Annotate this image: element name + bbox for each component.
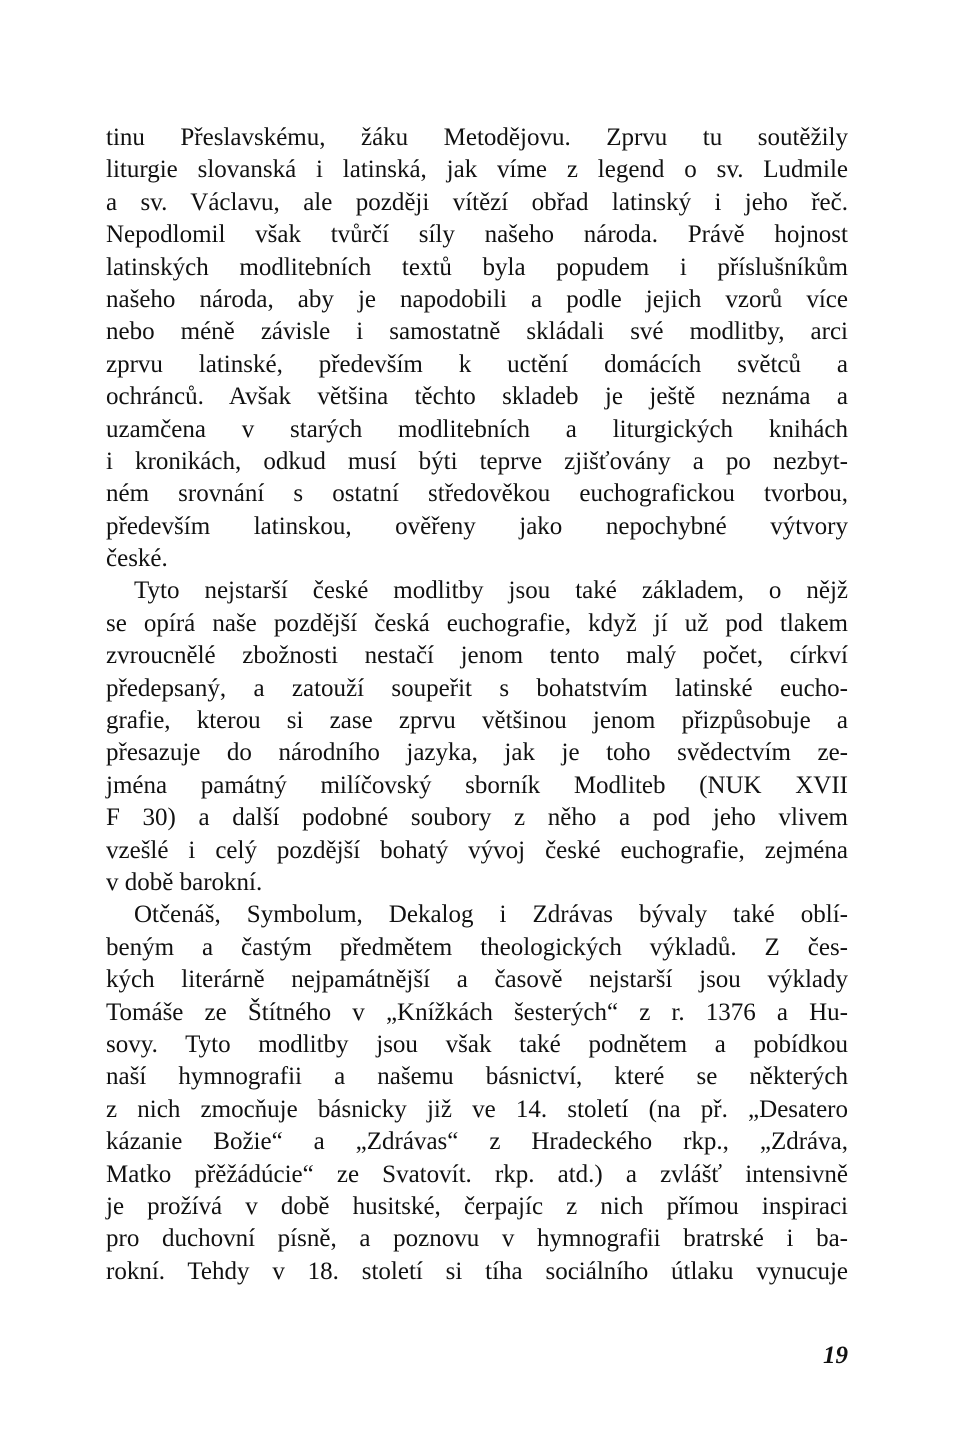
text-line: F 30) a další podobné soubory z něho a pod jeho vlivem [106, 804, 848, 832]
text-line: v době barokní. [106, 868, 263, 896]
body-text [106, 122, 848, 1288]
text-line: sovy. Tyto modlitby jsou však také podnětem a pobídkou [106, 1030, 848, 1058]
text-line: i kronikách, odkud musí býti teprve zjišťovány a po nezbyt- [106, 447, 848, 475]
text-line: Nepodlomil však tvůrčí síly našeho národa. Právě hojnost [106, 221, 848, 249]
text-line: kázanie Božie“ a „Zdrávas“ z Hradeckého rkp., „Zdráva, [106, 1128, 848, 1156]
text-line: Tomáše ze Štítného v „Knížkách šesterých“ z r. 1376 a Hu- [106, 998, 848, 1026]
text-line: latinských modlitebních textů byla popudem i příslušníkům [106, 253, 848, 281]
text-line: kých literárně nejpamátnější a časově nejstarší jsou výklady [106, 966, 848, 994]
text-line: grafie, kterou si zase zprvu většinou jenom přizpůsobuje a [106, 707, 848, 735]
text-line: zvroucnělé zbožnosti nestačí jenom tento malý počet, církví [106, 642, 848, 670]
page-number: 19 [823, 1342, 848, 1369]
text-line: ném srovnání s ostatní středověkou euchografickou tvorbou, [106, 480, 848, 508]
text-line: české. [106, 545, 168, 573]
text-line: uzamčena v starých modlitebních a liturgických knihách [106, 415, 848, 443]
text-line: se opírá naše pozdější česká euchografie, když jí už pod tlakem [106, 609, 848, 637]
text-line: vzešlé i celý pozdější bohatý vývoj české euchografie, zejména [106, 836, 848, 864]
text-line: tinu Přeslavskému, žáku Metodějovu. Zprvu tu soutěžily [106, 124, 848, 151]
text-line: našeho národa, aby je napodobili a podle jejich vzorů více [106, 285, 848, 313]
text-line: Matko přěžádúcie“ ze Svatovít. rkp. atd.) a zvlášť intensivně [106, 1160, 848, 1188]
text-line: naší hymnografii a našemu básnictví, které se některých [106, 1063, 848, 1091]
text-line: přesazuje do národního jazyka, jak je toho svědectvím ze- [106, 739, 848, 767]
text-line: je prožívá v době husitské, čerpajíc z nich přímou inspiraci [106, 1192, 848, 1220]
text-line: jména památný milíčovský sborník Modliteb (NUK XVII [106, 771, 848, 799]
text-line: Tyto nejstarší české modlitby jsou také základem, o nějž [134, 577, 848, 605]
text-line: a sv. Václavu, ale později vítězí obřad latinský i jeho řeč. [106, 188, 848, 216]
text-line: zprvu latinské, především k uctění domácích světců a [106, 350, 848, 378]
text-line: pro duchovní písně, a poznovu v hymnografii bratrské i ba- [106, 1225, 848, 1253]
text-line: nebo méně závisle i samostatně skládali své modlitby, arci [106, 318, 848, 346]
text-line: z nich zmocňuje básnicky již ve 14. století (na př. „Desatero [106, 1095, 848, 1123]
text-line: beným a častým předmětem theologických výkladů. Z čes- [106, 933, 848, 961]
text-line: především latinskou, ověřeny jako nepochybné výtvory [106, 512, 848, 540]
text-line: ochránců. Avšak většina těchto skladeb je ještě neznáma a [106, 383, 848, 411]
text-line: předepsaný, a zatouží soupeřit s bohatstvím latinské eucho- [106, 674, 848, 702]
text-line: Otčenáš, Symbolum, Dekalog i Zdrávas bývaly také oblí- [134, 901, 848, 929]
text-line: liturgie slovanská i latinská, jak víme z legend o sv. Ludmile [106, 156, 848, 184]
text-line: rokní. Tehdy v 18. století si tíha sociálního útlaku vynucuje [106, 1257, 848, 1285]
